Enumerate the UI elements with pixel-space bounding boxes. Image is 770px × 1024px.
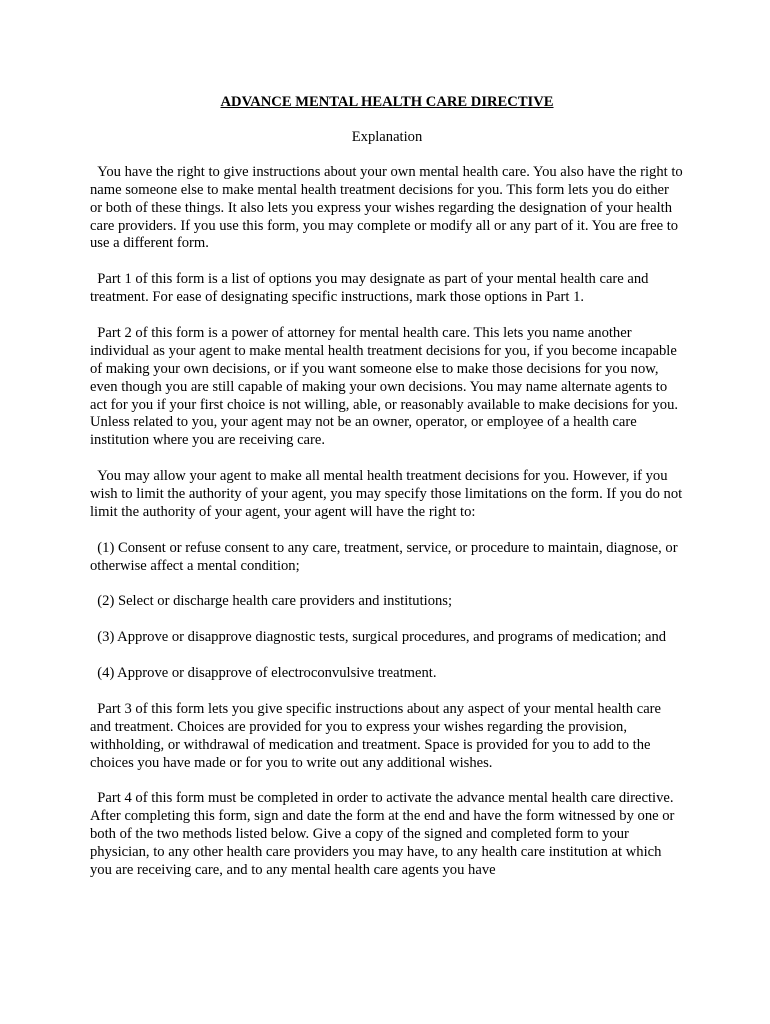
paragraph-agent-authority: You may allow your agent to make all mental health treatment decisions for you. However, if you wish to limit the authority of your agent, you may specify those limitations on the form. If you do not limit the authority of your agent, your agent will have the right to: (90, 468, 683, 520)
paragraph-part-3: Part 3 of this form lets you give specific instructions about any aspect of your mental health care and treatment. Choices are provided for you to express your wishes regarding the provision, withholding, or withdrawal of medication and treatment. Space is provided for you to add to the choices you have made or for you to write out any additional wishes. (90, 700, 662, 771)
document-page (90, 94, 684, 880)
list-item-select-providers: (2) Select or discharge health care providers and institutions; (97, 593, 453, 610)
list-item-electroconvulsive: (4) Approve or disapprove of electroconvulsive treatment. (97, 665, 437, 682)
paragraph-part-2: Part 2 of this form is a power of attorney for mental health care. This lets you name another individual as your agent to make mental health treatment decisions for you, if you become incapable of making your own decisions, or if you want someone else to make those decisions for you now, even though you are still capable of making your own decisions. You may name alternate agents to act for you if your first choice is not willing, able, or reasonably available to make decisions for you. Unless related to you, your agent may not be an owner, operator, or employee of a health care institution where you are receiving care. (90, 324, 679, 449)
paragraph-part-4: Part 4 of this form must be completed in order to activate the advance mental health care directive. After completing this form, sign and date the form at the end and have the form witnessed by one or both of the two methods listed below. Give a copy of the signed and completed form to your physician, to any other health care providers you may have, to any health care institution at which you are receiving care, and to any mental health care agents you have (90, 790, 675, 879)
paragraph-intro: You have the right to give instructions about your own mental health care. You also have the right to name someone else to make mental health treatment decisions for you. This form lets you do either or both of these things. It also lets you express your wishes regarding the designation of your health care providers. If you use this form, you may complete or modify all or any part of it. You are free to use a different form. (90, 163, 683, 252)
list-item-consent: (1) Consent or refuse consent to any care, treatment, service, or procedure to maintain, diagnose, or otherwise affect a mental condition; (90, 539, 678, 574)
paragraph-part-1: Part 1 of this form is a list of options you may designate as part of your mental health care and treatment. For ease of designating specific instructions, mark those options in Part 1. (90, 271, 649, 306)
list-item-approve-tests: (3) Approve or disapprove diagnostic tests, surgical procedures, and programs of medication; and (97, 629, 667, 646)
document-title: ADVANCE MENTAL HEALTH CARE DIRECTIVE (220, 94, 554, 110)
document-subtitle: Explanation (351, 128, 423, 145)
